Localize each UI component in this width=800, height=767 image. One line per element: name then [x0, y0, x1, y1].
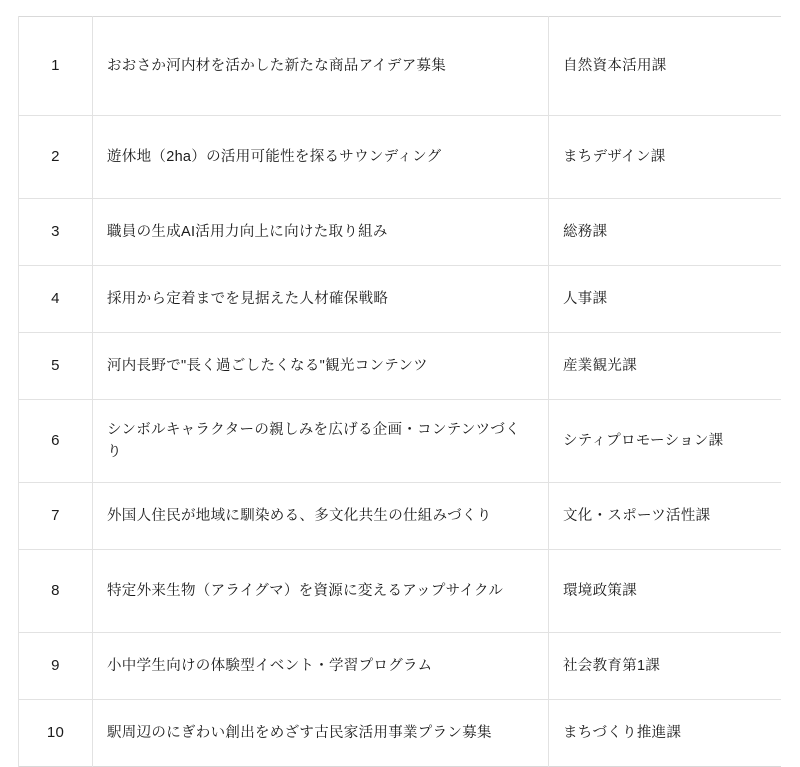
table-body — [19, 17, 781, 767]
row-number: 2 — [19, 116, 93, 199]
table-row — [19, 266, 781, 333]
row-title: 特定外来生物（アライグマ）を資源に変えるアップサイクル — [93, 550, 549, 633]
row-department: 人事課 — [549, 266, 781, 333]
row-number: 5 — [19, 333, 93, 400]
row-title: 採用から定着までを見据えた人材確保戦略 — [93, 266, 549, 333]
row-department: 社会教育第1課 — [549, 633, 781, 700]
row-title: 職員の生成AI活用力向上に向けた取り組み — [93, 199, 549, 266]
table-row — [19, 700, 781, 767]
row-title: 河内長野で"長く過ごしたくなる"観光コンテンツ — [93, 333, 549, 400]
row-number: 4 — [19, 266, 93, 333]
row-department: まちデザイン課 — [549, 116, 781, 199]
row-department: シティプロモーション課 — [549, 400, 781, 483]
table-row — [19, 633, 781, 700]
row-department: 産業観光課 — [549, 333, 781, 400]
table-row — [19, 116, 781, 199]
table-row — [19, 199, 781, 266]
table-row — [19, 333, 781, 400]
table-row — [19, 17, 781, 116]
row-number: 7 — [19, 483, 93, 550]
row-department: 自然資本活用課 — [549, 17, 781, 116]
row-number: 6 — [19, 400, 93, 483]
row-title: おおさか河内材を活かした新たな商品アイデア募集 — [93, 17, 549, 116]
row-number: 8 — [19, 550, 93, 633]
row-department: まちづくり推進課 — [563, 724, 682, 741]
row-number: 10 — [19, 700, 93, 767]
table-row — [19, 400, 781, 483]
row-department: 総務課 — [549, 199, 781, 266]
row-title: 遊休地（2ha）の活用可能性を探るサウンディング — [93, 116, 549, 199]
row-number: 9 — [19, 633, 93, 700]
row-number: 1 — [19, 17, 93, 116]
row-title: 駅周辺のにぎわい創出をめざす古民家活用事業プラン募集 — [93, 700, 549, 767]
table-row — [19, 550, 781, 633]
proposal-table — [18, 16, 781, 767]
table-row — [19, 483, 781, 550]
row-department: 環境政策課 — [549, 550, 781, 633]
row-title: シンボルキャラクターの親しみを広げる企画・コンテンツづくり — [93, 400, 549, 483]
row-title: 小中学生向けの体験型イベント・学習プログラム — [93, 633, 549, 700]
row-number: 3 — [19, 199, 93, 266]
row-department: 文化・スポーツ活性課 — [549, 483, 781, 550]
row-title: 外国人住民が地域に馴染める、多文化共生の仕組みづくり — [93, 483, 549, 550]
